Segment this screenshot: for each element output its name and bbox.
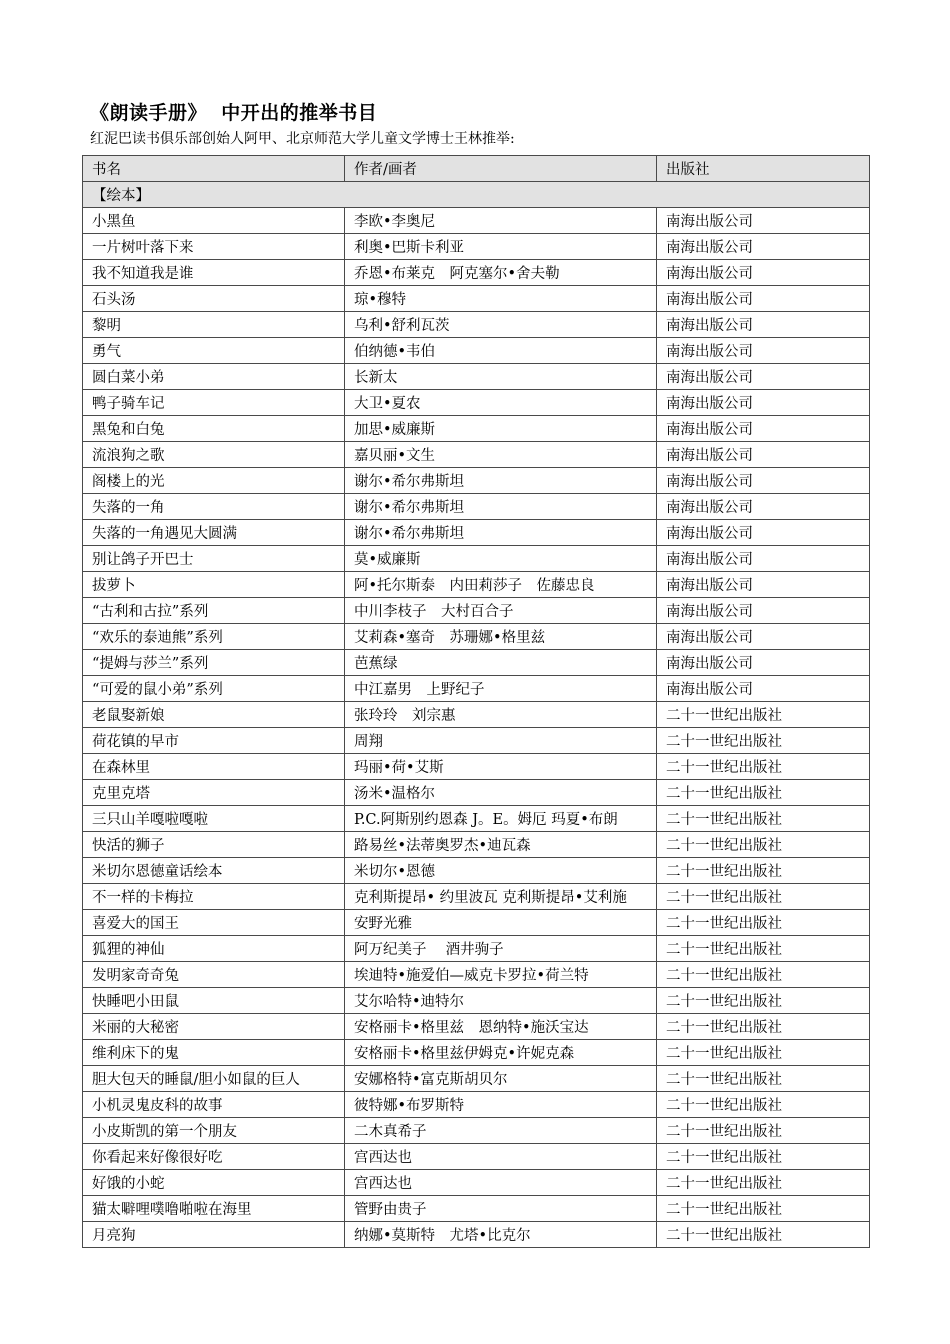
header-row xyxy=(83,156,870,182)
table-row xyxy=(83,468,870,494)
book-title-cell: 荷花镇的早市 xyxy=(83,728,345,754)
column-header-author: 作者/画者 xyxy=(345,156,657,182)
book-title-cell: “古利和古拉”系列 xyxy=(83,598,345,624)
table-header xyxy=(83,156,870,182)
author-cell: 阿万纪美子 酒井驹子 xyxy=(345,936,657,962)
table-row xyxy=(83,1170,870,1196)
book-title-cell: 在森林里 xyxy=(83,754,345,780)
publisher-cell: 二十一世纪出版社 xyxy=(657,1196,870,1222)
book-title-cell: 好饿的小蛇 xyxy=(83,1170,345,1196)
table-row xyxy=(83,1144,870,1170)
book-title-cell: 勇气 xyxy=(83,338,345,364)
book-title-cell: 流浪狗之歌 xyxy=(83,442,345,468)
table-row xyxy=(83,416,870,442)
book-title-cell: 失落的一角 xyxy=(83,494,345,520)
publisher-cell: 二十一世纪出版社 xyxy=(657,806,870,832)
book-title-cell: 一片树叶落下来 xyxy=(83,234,345,260)
book-title-cell: 别让鸽子开巴士 xyxy=(83,546,345,572)
table-row xyxy=(83,754,870,780)
author-cell: P.C.阿斯别约恩森 J。E。姆厄 玛夏•布朗 xyxy=(345,806,657,832)
author-cell: 玛丽•荷•艾斯 xyxy=(345,754,657,780)
table-row xyxy=(83,338,870,364)
table-row xyxy=(83,598,870,624)
publisher-cell: 二十一世纪出版社 xyxy=(657,988,870,1014)
table-row xyxy=(83,728,870,754)
publisher-cell: 二十一世纪出版社 xyxy=(657,1222,870,1248)
publisher-cell: 二十一世纪出版社 xyxy=(657,832,870,858)
author-cell: 长新太 xyxy=(345,364,657,390)
publisher-cell: 二十一世纪出版社 xyxy=(657,1040,870,1066)
author-cell: 彼特娜•布罗斯特 xyxy=(345,1092,657,1118)
publisher-cell: 二十一世纪出版社 xyxy=(657,1170,870,1196)
book-title-cell: 三只山羊嘎啦嘎啦 xyxy=(83,806,345,832)
book-title-cell: 胆大包天的睡鼠/胆小如鼠的巨人 xyxy=(83,1066,345,1092)
table-row xyxy=(83,858,870,884)
book-title-cell: “欢乐的泰迪熊”系列 xyxy=(83,624,345,650)
author-cell: 中川李枝子 大村百合子 xyxy=(345,598,657,624)
table-row xyxy=(83,676,870,702)
publisher-cell: 二十一世纪出版社 xyxy=(657,884,870,910)
author-cell: 大卫•夏农 xyxy=(345,390,657,416)
author-cell: 阿•托尔斯泰 内田莉莎子 佐藤忠良 xyxy=(345,572,657,598)
table-row xyxy=(83,312,870,338)
author-cell: 艾尔哈特•迪特尔 xyxy=(345,988,657,1014)
table-row xyxy=(83,832,870,858)
book-title-cell: 鸭子骑车记 xyxy=(83,390,345,416)
author-cell: 埃迪特•施爱伯—威克卡罗拉•荷兰特 xyxy=(345,962,657,988)
book-title-cell: 你看起来好像很好吃 xyxy=(83,1144,345,1170)
book-title-cell: 米丽的大秘密 xyxy=(83,1014,345,1040)
author-cell: 谢尔•希尔弗斯坦 xyxy=(345,468,657,494)
publisher-cell: 二十一世纪出版社 xyxy=(657,728,870,754)
table-row xyxy=(83,624,870,650)
publisher-cell: 南海出版公司 xyxy=(657,598,870,624)
publisher-cell: 二十一世纪出版社 xyxy=(657,910,870,936)
author-cell: 安野光雅 xyxy=(345,910,657,936)
author-cell: 宫西达也 xyxy=(345,1144,657,1170)
book-title-cell: 石头汤 xyxy=(83,286,345,312)
table-row xyxy=(83,572,870,598)
author-cell: 中江嘉男 上野纪子 xyxy=(345,676,657,702)
author-cell: 李欧•李奥尼 xyxy=(345,208,657,234)
table-row xyxy=(83,546,870,572)
author-cell: 嘉贝丽•文生 xyxy=(345,442,657,468)
book-title-cell: 月亮狗 xyxy=(83,1222,345,1248)
author-cell: 乌利•舒利瓦茨 xyxy=(345,312,657,338)
publisher-cell: 二十一世纪出版社 xyxy=(657,1092,870,1118)
section-row-picture-books xyxy=(83,182,870,208)
publisher-cell: 南海出版公司 xyxy=(657,676,870,702)
publisher-cell: 南海出版公司 xyxy=(657,494,870,520)
author-cell: 路易丝•法蒂奥罗杰•迪瓦森 xyxy=(345,832,657,858)
author-cell: 芭蕉绿 xyxy=(345,650,657,676)
author-cell: 安格丽卡•格里兹 恩纳特•施沃宝达 xyxy=(345,1014,657,1040)
table-row xyxy=(83,234,870,260)
publisher-cell: 南海出版公司 xyxy=(657,546,870,572)
author-cell: 周翔 xyxy=(345,728,657,754)
book-title-cell: 喜爱大的国王 xyxy=(83,910,345,936)
author-cell: 艾莉森•塞奇 苏珊娜•格里兹 xyxy=(345,624,657,650)
page-title: 《朗读手册》 中开出的推举书目 xyxy=(90,102,378,124)
author-cell: 二木真希子 xyxy=(345,1118,657,1144)
table-row xyxy=(83,1092,870,1118)
table-row xyxy=(83,520,870,546)
table-row xyxy=(83,1066,870,1092)
publisher-cell: 二十一世纪出版社 xyxy=(657,702,870,728)
table-row xyxy=(83,650,870,676)
table-row xyxy=(83,936,870,962)
table-row xyxy=(83,494,870,520)
book-title-cell: “提姆与莎兰”系列 xyxy=(83,650,345,676)
table-row xyxy=(83,1222,870,1248)
table-row xyxy=(83,1014,870,1040)
author-cell: 伯纳德•韦伯 xyxy=(345,338,657,364)
table-row xyxy=(83,390,870,416)
book-title-cell: 小皮斯凯的第一个朋友 xyxy=(83,1118,345,1144)
book-title-cell: 小机灵鬼皮科的故事 xyxy=(83,1092,345,1118)
publisher-cell: 南海出版公司 xyxy=(657,624,870,650)
book-title-cell: 快活的狮子 xyxy=(83,832,345,858)
publisher-cell: 二十一世纪出版社 xyxy=(657,936,870,962)
author-cell: 安娜格特•富克斯胡贝尔 xyxy=(345,1066,657,1092)
author-cell: 琼•穆特 xyxy=(345,286,657,312)
column-header-publisher: 出版社 xyxy=(657,156,870,182)
book-title-cell: 拔萝卜 xyxy=(83,572,345,598)
author-cell: 利奥•巴斯卡利亚 xyxy=(345,234,657,260)
publisher-cell: 南海出版公司 xyxy=(657,338,870,364)
publisher-cell: 南海出版公司 xyxy=(657,520,870,546)
author-cell: 莫•威廉斯 xyxy=(345,546,657,572)
table-row xyxy=(83,1040,870,1066)
publisher-cell: 南海出版公司 xyxy=(657,208,870,234)
author-cell: 加思•威廉斯 xyxy=(345,416,657,442)
publisher-cell: 二十一世纪出版社 xyxy=(657,780,870,806)
table-row xyxy=(83,1118,870,1144)
publisher-cell: 二十一世纪出版社 xyxy=(657,1118,870,1144)
book-list-table xyxy=(82,155,870,1248)
table-row xyxy=(83,442,870,468)
book-title-cell: 克里克塔 xyxy=(83,780,345,806)
table-row xyxy=(83,260,870,286)
table-row xyxy=(83,962,870,988)
column-header-title: 书名 xyxy=(83,156,345,182)
author-cell: 乔恩•布莱克 阿克塞尔•舍夫勒 xyxy=(345,260,657,286)
book-title-cell: 猫太噼哩噗噜啪啦在海里 xyxy=(83,1196,345,1222)
publisher-cell: 二十一世纪出版社 xyxy=(657,1144,870,1170)
book-title-cell: 我不知道我是谁 xyxy=(83,260,345,286)
publisher-cell: 二十一世纪出版社 xyxy=(657,1066,870,1092)
book-title-cell: 小黑鱼 xyxy=(83,208,345,234)
book-title-cell: 失落的一角遇见大圆满 xyxy=(83,520,345,546)
table-row xyxy=(83,806,870,832)
publisher-cell: 二十一世纪出版社 xyxy=(657,962,870,988)
table-row xyxy=(83,208,870,234)
publisher-cell: 二十一世纪出版社 xyxy=(657,858,870,884)
publisher-cell: 南海出版公司 xyxy=(657,416,870,442)
book-title-cell: 不一样的卡梅拉 xyxy=(83,884,345,910)
table-row xyxy=(83,884,870,910)
table-row xyxy=(83,1196,870,1222)
author-cell: 汤米•温格尔 xyxy=(345,780,657,806)
book-title-cell: 圆白菜小弟 xyxy=(83,364,345,390)
publisher-cell: 南海出版公司 xyxy=(657,260,870,286)
table-row xyxy=(83,910,870,936)
book-title-cell: 狐狸的神仙 xyxy=(83,936,345,962)
publisher-cell: 二十一世纪出版社 xyxy=(657,1014,870,1040)
author-cell: 管野由贵子 xyxy=(345,1196,657,1222)
author-cell: 安格丽卡•格里兹伊姆克•许妮克森 xyxy=(345,1040,657,1066)
table-row xyxy=(83,286,870,312)
table-row xyxy=(83,780,870,806)
author-cell: 谢尔•希尔弗斯坦 xyxy=(345,494,657,520)
publisher-cell: 二十一世纪出版社 xyxy=(657,754,870,780)
section-label: 【绘本】 xyxy=(83,182,870,208)
publisher-cell: 南海出版公司 xyxy=(657,364,870,390)
recommenders-line: 红泥巴读书俱乐部创始人阿甲、北京师范大学儿童文学博士王林推举: xyxy=(90,131,515,147)
book-title-cell: 黎明 xyxy=(83,312,345,338)
book-title-cell: “可爱的鼠小弟”系列 xyxy=(83,676,345,702)
publisher-cell: 南海出版公司 xyxy=(657,234,870,260)
book-title-cell: 快睡吧小田鼠 xyxy=(83,988,345,1014)
author-cell: 张玲玲 刘宗惠 xyxy=(345,702,657,728)
author-cell: 克利斯提昂• 约里波瓦 克利斯提昂•艾利施 xyxy=(345,884,657,910)
book-title-cell: 米切尔恩德童话绘本 xyxy=(83,858,345,884)
table-body xyxy=(83,182,870,1248)
book-title-cell: 阁楼上的光 xyxy=(83,468,345,494)
author-cell: 纳娜•莫斯特 尤塔•比克尔 xyxy=(345,1222,657,1248)
publisher-cell: 南海出版公司 xyxy=(657,650,870,676)
publisher-cell: 南海出版公司 xyxy=(657,468,870,494)
table-row xyxy=(83,364,870,390)
book-title-cell: 黑兔和白兔 xyxy=(83,416,345,442)
publisher-cell: 南海出版公司 xyxy=(657,442,870,468)
publisher-cell: 南海出版公司 xyxy=(657,572,870,598)
author-cell: 宫西达也 xyxy=(345,1170,657,1196)
book-title-cell: 老鼠娶新娘 xyxy=(83,702,345,728)
table-row xyxy=(83,702,870,728)
publisher-cell: 南海出版公司 xyxy=(657,286,870,312)
book-title-cell: 发明家奇奇兔 xyxy=(83,962,345,988)
author-cell: 谢尔•希尔弗斯坦 xyxy=(345,520,657,546)
book-title-cell: 维利床下的鬼 xyxy=(83,1040,345,1066)
author-cell: 米切尔•恩德 xyxy=(345,858,657,884)
publisher-cell: 南海出版公司 xyxy=(657,312,870,338)
table-row xyxy=(83,988,870,1014)
publisher-cell: 南海出版公司 xyxy=(657,390,870,416)
